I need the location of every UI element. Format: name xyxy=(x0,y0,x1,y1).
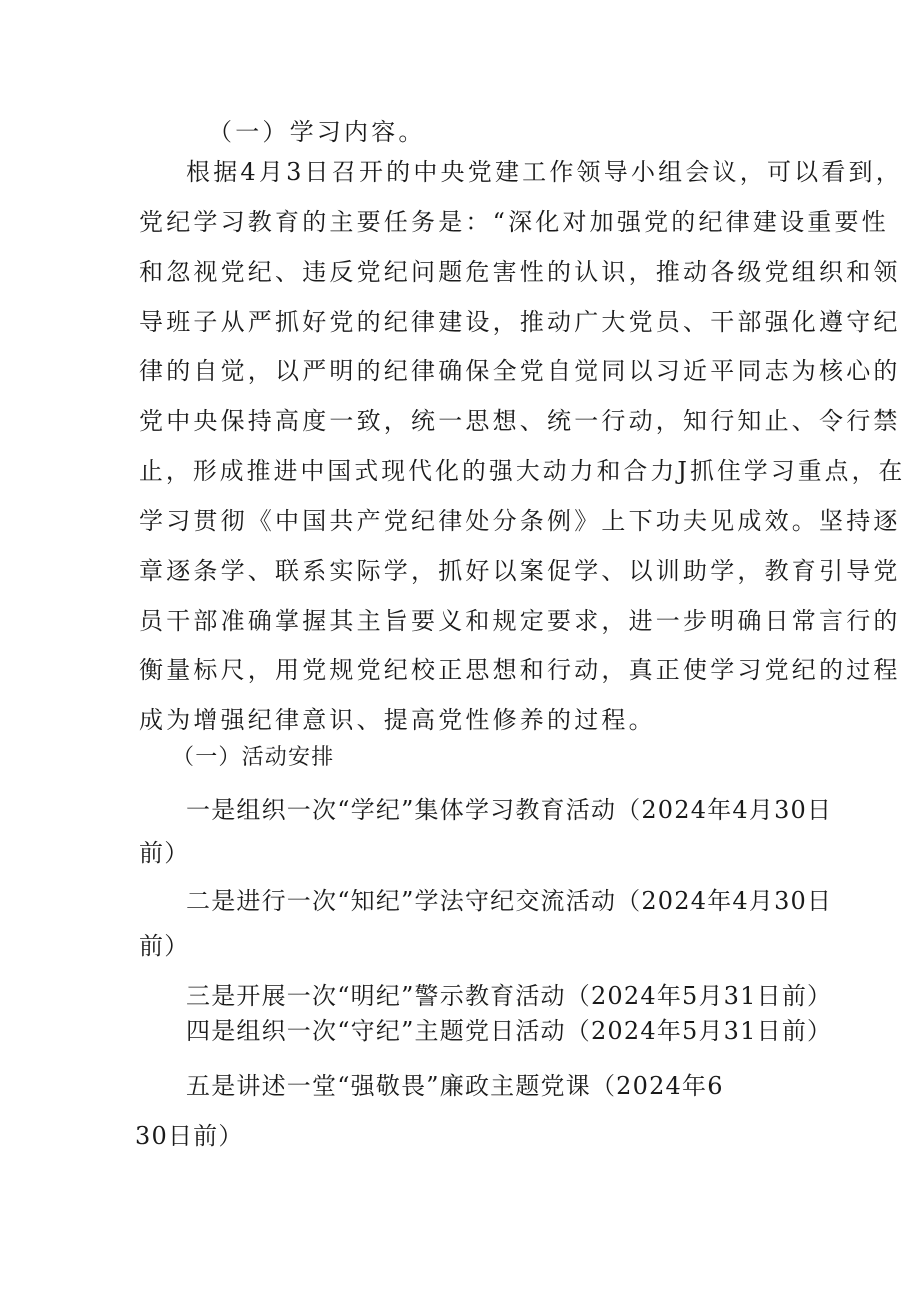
activity-item-5: 五是讲述一堂“强敬畏”廉政主题党课（2024年6 xyxy=(186,1072,724,1100)
activity-item-4: 四是组织一次“守纪”主题党日活动（2024年5月31日前） xyxy=(186,1017,833,1045)
paragraph-line: 止，形成推进中国式现代化的强大动力和合力J抓住学习重点，在 xyxy=(139,457,906,485)
heading-study-content: （一）学习内容。 xyxy=(208,118,426,146)
paragraph-line: 党中央保持高度一致，统一思想、统一行动，知行知止、令行禁 xyxy=(139,407,901,435)
paragraph-line: 章逐条学、联系实际学，抓好以案促学、以训助学，教育引导党 xyxy=(139,557,901,585)
activity-item-1: 一是组织一次“学纪”集体学习教育活动（2024年4月30日 xyxy=(186,796,833,824)
paragraph-line: 律的自觉，以严明的纪律确保全党自觉同以习近平同志为核心的 xyxy=(139,357,901,385)
paragraph-line: 党纪学习教育的主要任务是：“深化对加强党的纪律建设重要性 xyxy=(139,208,889,236)
paragraph-line: 导班子从严抓好党的纪律建设，推动广大党员、干部强化遵守纪 xyxy=(139,308,901,336)
activity-item-3: 三是开展一次“明纪”警示教育活动（2024年5月31日前） xyxy=(186,982,833,1010)
activity-item-5-continued: 30日前） xyxy=(135,1122,244,1150)
activity-item-2: 二是进行一次“知纪”学法守纪交流活动（2024年4月30日 xyxy=(186,887,833,915)
paragraph-line: 成为增强纪律意识、提高党性修养的过程。 xyxy=(139,706,656,734)
paragraph-line: 和忽视党纪、违反党纪问题危害性的认识，推动各级党组织和领 xyxy=(139,258,901,286)
paragraph-line: 衡量标尺，用党规党纪校正思想和行动，真正使学习党纪的过程 xyxy=(139,656,901,684)
activity-item-1-continued: 前） xyxy=(139,839,190,867)
paragraph-line: 员干部准确掌握其主旨要义和规定要求，进一步明确日常言行的 xyxy=(139,607,901,635)
activity-item-2-continued: 前） xyxy=(139,932,190,960)
paragraph-line: 根据4月3日召开的中央党建工作领导小组会议，可以看到， xyxy=(186,158,903,186)
heading-activity-arrangement: （一）活动安排 xyxy=(172,745,335,770)
paragraph-line: 学习贯彻《中国共产党纪律处分条例》上下功夫见成效。坚持逐 xyxy=(139,507,901,535)
